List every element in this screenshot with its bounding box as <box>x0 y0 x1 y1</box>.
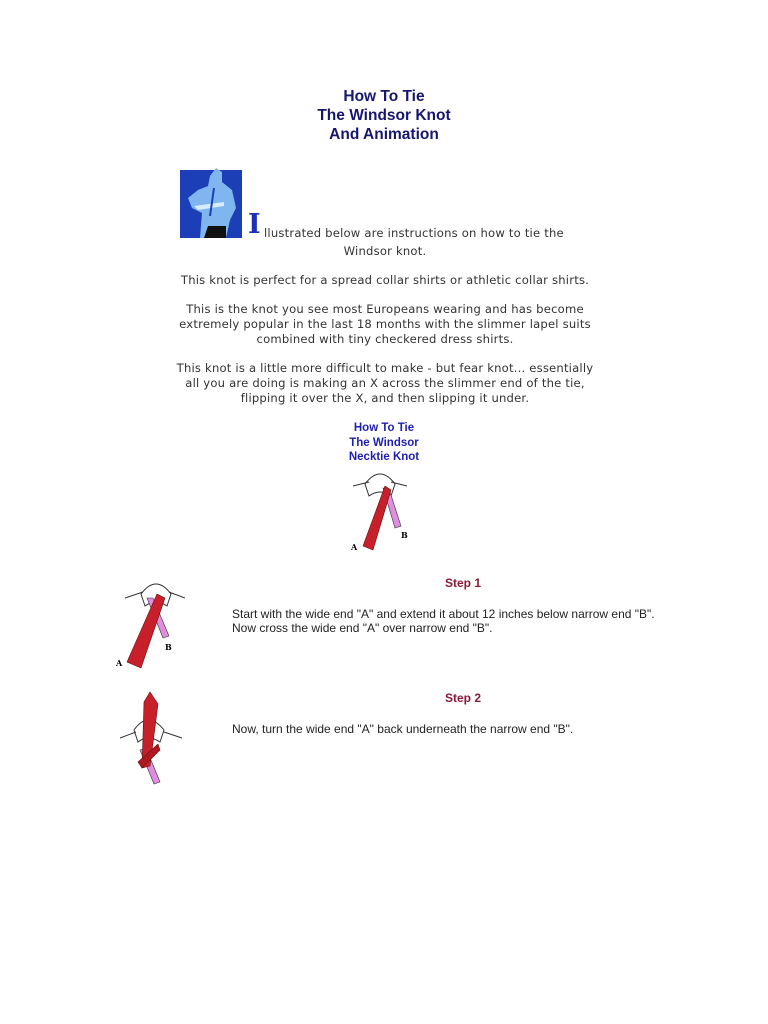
label-b: B <box>401 530 408 540</box>
step-1-image <box>113 576 185 670</box>
subtitle-line: The Windsor <box>349 436 419 449</box>
step-text-line: Start with the wide end "A" and extend it about 12 inches below narrow end "B". <box>232 607 655 621</box>
page-title <box>0 87 768 144</box>
intro-line-2: Windsor knot. <box>343 244 427 258</box>
step-1-text <box>232 607 655 635</box>
paragraph-line: This is the knot you see most Europeans wearing and has become <box>186 302 584 316</box>
paragraph-line: This knot is a little more difficult to make - but fear knot... essentially <box>176 361 594 375</box>
title-line: And Animation <box>329 126 439 143</box>
step-2-text <box>232 722 573 736</box>
title-line: How To Tie <box>343 88 425 105</box>
label-b: B <box>165 642 172 652</box>
paragraph <box>150 302 620 347</box>
tie-animation-image <box>345 466 415 556</box>
subtitle-line: How To Tie <box>353 422 415 434</box>
subtitle-line: Necktie Knot <box>348 451 420 463</box>
paragraph <box>150 361 620 406</box>
title-line: The Windsor Knot <box>317 107 451 124</box>
paragraph-line: This knot is perfect for a spread collar shirts or athletic collar shirts. <box>180 273 590 287</box>
step-2-image <box>118 690 184 786</box>
paragraph-line: flipping it over the X, and then slipping it under. <box>240 391 530 405</box>
businessman-image <box>180 168 243 239</box>
step-text-line: Now, turn the wide end "A" back underneath the narrow end "B". <box>232 722 574 736</box>
drop-cap: I <box>248 209 261 240</box>
animation-title <box>0 421 768 465</box>
step-text-line: Now cross the wide end "A" over narrow end "B". <box>232 621 493 635</box>
paragraph-line: extremely popular in the last 18 months with the slimmer lapel suits <box>179 317 591 331</box>
step-2-label: Step 2 <box>445 691 482 705</box>
label-a: A <box>351 542 358 552</box>
label-a: A <box>116 658 123 668</box>
paragraph-line: all you are doing is making an X across the slimmer end of the tie, <box>185 376 585 390</box>
paragraph-line: combined with tiny checkered dress shirts. <box>256 332 514 346</box>
step-1-label: Step 1 <box>445 576 482 590</box>
paragraph <box>150 273 620 288</box>
intro-line-1: llustrated below are instructions on how to tie the <box>264 226 564 240</box>
